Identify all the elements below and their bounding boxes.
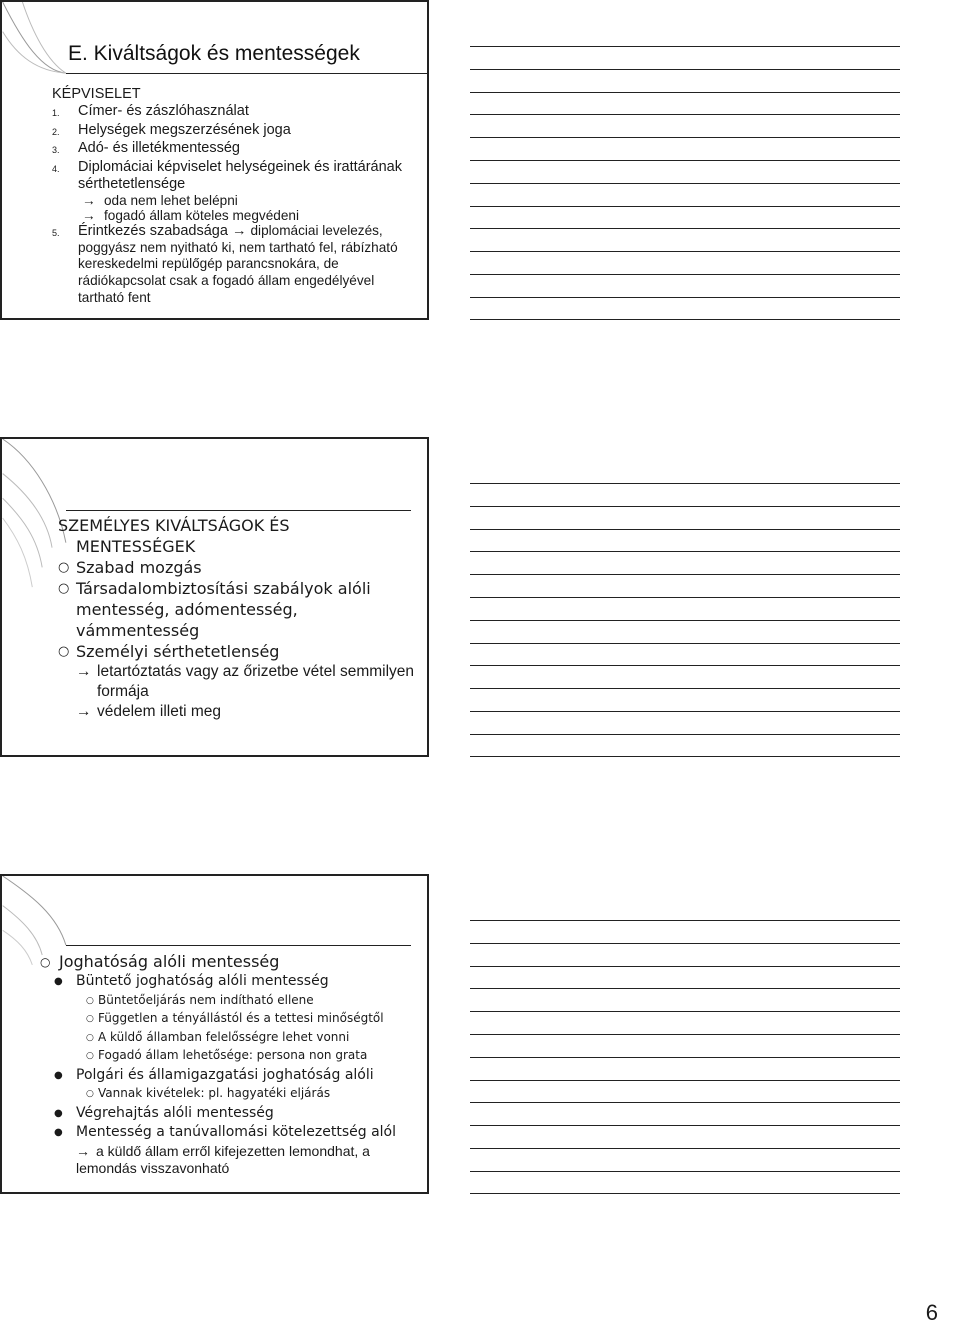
list-item: ● Büntető joghatóság alóli mentesség	[40, 972, 425, 992]
note-line	[470, 228, 900, 229]
circle-bullet-icon: ○	[86, 1089, 94, 1099]
section-heading: KÉPVISELET	[52, 86, 141, 102]
note-line	[470, 137, 900, 138]
circle-bullet-icon: ○	[58, 644, 70, 659]
list-item: ● Polgári és államigazgatási joghatóság alóli	[40, 1066, 425, 1086]
arrow-right-icon: →	[76, 703, 92, 720]
note-line	[470, 274, 900, 275]
note-line	[470, 1080, 900, 1081]
note-line	[470, 551, 900, 552]
sub-item: → oda nem lehet belépni	[82, 192, 238, 208]
slide-body	[40, 952, 425, 1178]
page-number: 6	[925, 1300, 938, 1325]
sub-item: → letartóztatás vagy az őrizetbe vétel semmilyen formája	[76, 663, 415, 700]
note-line	[470, 69, 900, 70]
note-line	[470, 574, 900, 575]
note-line	[470, 114, 900, 115]
note-line	[470, 183, 900, 184]
note-line	[470, 966, 900, 967]
sub-item: → védelem illeti meg	[76, 703, 222, 720]
sub-item-continuation: lemondás visszavonható	[76, 1160, 230, 1176]
note-line	[470, 1034, 900, 1035]
note-line	[470, 529, 900, 530]
sub-item: ○ Fogadó állam lehetősége: persona non grata	[40, 1047, 425, 1066]
note-line	[470, 1125, 900, 1126]
sub-item: ○ Büntetőeljárás nem indítható ellene	[40, 992, 425, 1011]
slide-body	[58, 515, 418, 722]
circle-bullet-icon: ○	[86, 1051, 94, 1061]
arrow-right-icon: →	[231, 222, 247, 239]
dot-bullet-icon: ●	[54, 1127, 63, 1138]
circle-bullet-icon: ○	[58, 560, 70, 575]
note-line	[470, 643, 900, 644]
note-line	[470, 1057, 900, 1058]
note-line	[470, 688, 900, 689]
arrow-right-icon: →	[82, 192, 96, 208]
note-line	[470, 988, 900, 989]
note-line	[470, 160, 900, 161]
dot-bullet-icon: ●	[54, 976, 63, 987]
circle-bullet-icon: ○	[40, 955, 51, 969]
list-item: 4. Diplomáciai képviselet helységeinek és irattárának sérthetetlensége	[52, 159, 402, 192]
title-rule	[66, 945, 411, 946]
note-line	[470, 734, 900, 735]
circle-bullet-icon: ○	[86, 1032, 94, 1043]
note-line	[470, 1171, 900, 1172]
note-line	[470, 319, 900, 320]
dot-bullet-icon: ●	[54, 1107, 63, 1119]
list-item: 3. Adó- és illetékmentesség	[52, 140, 240, 157]
circle-bullet-icon: ○	[58, 581, 70, 596]
note-line	[470, 756, 900, 757]
note-line	[470, 92, 900, 93]
note-line	[470, 920, 900, 921]
list-item: ○ Szabad mozgás	[58, 558, 202, 577]
arrow-right-icon: →	[82, 207, 96, 223]
circle-bullet-icon: ○	[86, 995, 94, 1006]
slide-3	[0, 874, 429, 1194]
sub-item: ○ Független a tényállástól és a tettesi minőségtől	[40, 1010, 425, 1029]
title-rule	[66, 510, 411, 511]
dot-bullet-icon: ●	[54, 1069, 63, 1081]
arrow-right-icon: →	[76, 1142, 90, 1159]
note-line	[470, 597, 900, 598]
sub-item: → fogadó állam köteles megvédeni	[82, 207, 299, 223]
slide-body	[52, 86, 412, 307]
note-line	[470, 206, 900, 207]
note-line	[470, 1102, 900, 1103]
note-line	[470, 665, 900, 666]
note-line	[470, 943, 900, 944]
note-line	[470, 1148, 900, 1149]
list-item: 2. Helységek megszerzésének joga	[52, 121, 291, 138]
list-item: 1. Címer- és zászlóhasználat	[52, 102, 249, 119]
note-line	[470, 711, 900, 712]
note-line	[470, 251, 900, 252]
list-item: ○ Személyi sérthetetlenség	[58, 642, 280, 661]
slide-1	[0, 0, 429, 320]
sub-item: ○ Vannak kivételek: pl. hagyatéki eljárás	[40, 1085, 425, 1104]
list-item: ○ Társadalombiztosítási szabályok alóli mentesség, adómentesség, vámmentesség	[58, 579, 371, 640]
title-rule	[66, 73, 429, 74]
note-line	[470, 506, 900, 507]
note-line	[470, 483, 900, 484]
sub-item: ○ A küldő államban felelősségre lehet vonni	[40, 1029, 425, 1048]
list-item: ● Végrehajtás alóli mentesség	[40, 1104, 425, 1124]
note-line	[470, 1193, 900, 1194]
note-line	[470, 46, 900, 47]
list-item: 5. Érintkezés szabadsága → diplomáciai levelezés, poggyász nem nyitható ki, nem tartható fel, rábízható kereskedelmi repülőgép parancsnokára, de rádiókapcsolat csak a fogadó állam engedélyével tartható fent	[52, 222, 398, 305]
list-item: ● Mentesség a tanúvallomási kötelezettség alól	[40, 1123, 425, 1143]
slide-title: E. Kiváltságok és mentességek	[68, 42, 360, 65]
note-line	[470, 620, 900, 621]
slide-title: SZEMÉLYES KIVÁLTSÁGOK ÉS MENTESSÉGEK	[58, 516, 290, 556]
arrow-right-icon: →	[76, 663, 92, 680]
note-line	[470, 1011, 900, 1012]
note-line	[470, 297, 900, 298]
circle-bullet-icon: ○	[86, 1014, 94, 1024]
slide-2	[0, 437, 429, 757]
sub-item: → a küldő állam erről kifejezetten lemondhat, a	[76, 1142, 370, 1159]
list-item: ○ Joghatóság alóli mentesség	[40, 952, 280, 971]
